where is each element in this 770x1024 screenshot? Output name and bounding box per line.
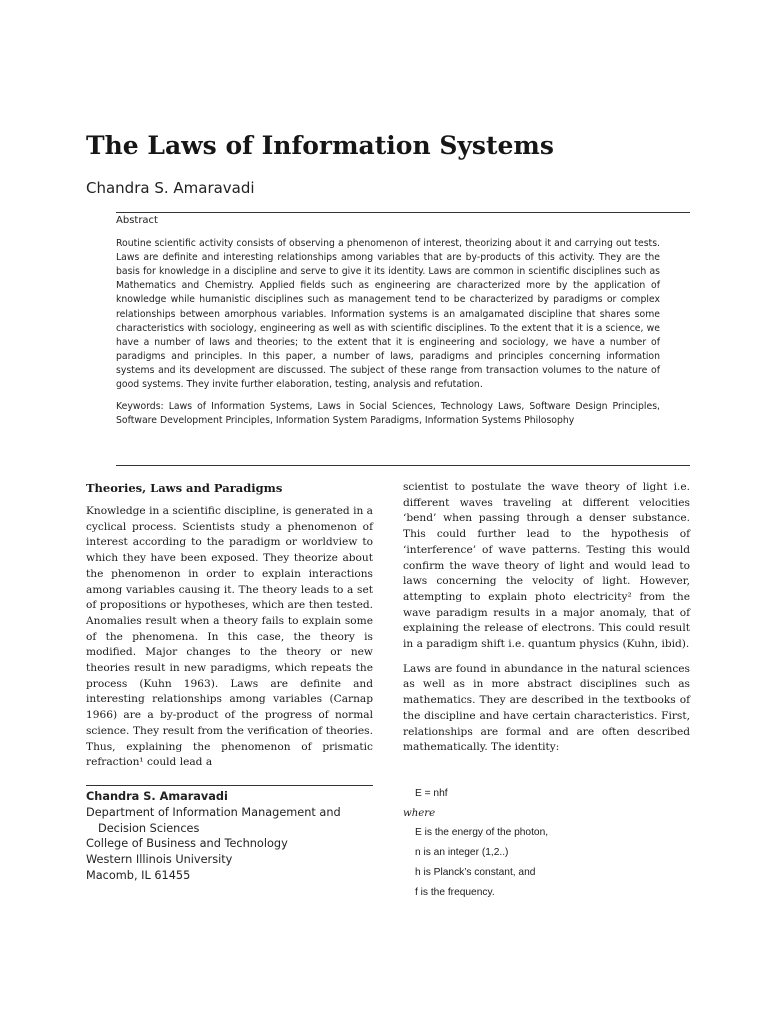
affiliation-address: Macomb, IL 61455 <box>86 868 191 882</box>
formula-definition: n is an integer (1,2..) <box>415 847 509 858</box>
keywords-line <box>116 400 660 428</box>
formula-equation: E = nhf <box>415 788 448 799</box>
abstract-top-rule <box>116 212 690 213</box>
abstract-block <box>116 214 660 428</box>
abstract-text: Routine scientific activity consists of observing a phenomenon of interest, theorizing about it and carrying out tests. Laws are definite and interesting relationships among variables that are by-products of this activity. They are the basis for knowledge in a discipline and serve to give it its identity. Laws are common in scientific disciplines such as Mathematics and Chemistry. Applied fields such as engineering are characterized more by the application of knowledge while humanistic disciplines such as management tend to be characterized by paradigms or complex relationships between amorphous variables. Information systems is an amalgamated discipline that shares some characteristics with sociology, engineering as well as with scientific disciplines. To the extent that it is a science, we have a number of laws and theories; to the extent that it is engineering and sociology, we have a number of paradigms and principles. In this paper, a number of laws, paradigms and principles concerning information systems and its development are discussed. The subject of these range from transaction volumes to the nature of good systems. They invite further elaboration, testing, analysis and refutation. <box>116 238 660 391</box>
abstract-heading: Abstract <box>116 215 158 226</box>
formula-block <box>403 786 693 905</box>
right-column <box>403 480 690 756</box>
keywords-text: Laws of Information Systems, Laws in Social Sciences, Technology Laws, Software Design Principles, Software Development Principles, Information System Paradigms, Information Systems Philosophy <box>116 401 660 427</box>
abstract-bottom-rule <box>116 465 690 466</box>
paper-title: The Laws of Information Systems <box>86 131 554 160</box>
keywords-label: Keywords: <box>116 401 164 413</box>
formula-definition: f is the frequency. <box>415 887 495 898</box>
affiliation-university: Western Illinois University <box>86 853 233 867</box>
right-body-paragraph-2: Laws are found in abundance in the natural sciences as well as in more abstract disciplines such as mathematics. They are described in the textbooks of the discipline and have certain characteristics. First, relationships are formal and are often described mathematically. The identity: <box>403 662 690 754</box>
left-body-paragraph: Knowledge in a scientific discipline, is generated in a cyclical process. Scientists study a phenomenon of interest according to the paradigm or worldview to which they have been exposed. They theorize about the phenomenon in order to explain interactions among variables causing it. The theory leads to a set of propositions or hypotheses, which are then tested. Anomalies result when a theory fails to explain some of the phenomena. In this case, the theory is modified. Major changes to the theory or new theories result in new paradigms, which repeats the process (Kuhn 1963). Laws are definite and interesting relationships among variables (Carnap 1966) are a by-product of the progress of normal science. They result from the verification of theories. Thus, explaining the phenomenon of prismatic refraction¹ could lead a <box>86 505 373 769</box>
author-affiliation <box>86 789 376 884</box>
section-heading: Theories, Laws and Paradigms <box>86 481 283 495</box>
affiliation-department-line2: Decision Sciences <box>98 821 200 835</box>
left-column <box>86 480 373 771</box>
affiliation-college: College of Business and Technology <box>86 837 288 851</box>
formula-definition: E is the energy of the photon, <box>415 827 549 838</box>
paper-author: Chandra S. Amaravadi <box>86 179 255 197</box>
formula-definition: h is Planck’s constant, and <box>415 867 536 878</box>
affiliation-rule <box>86 785 373 786</box>
formula-where: where <box>403 808 436 819</box>
affiliation-department-line1: Department of Information Management and <box>86 805 341 819</box>
affiliation-name: Chandra S. Amaravadi <box>86 790 228 803</box>
right-body-paragraph-1: scientist to postulate the wave theory of light i.e. different waves traveling at different velocities ‘bend’ when passing through a denser substance. This could further lead to the hypothesis of ‘interference’ of wave patterns. Testing this would confirm the wave theory of light and would lead to laws concerning the velocity of light. However, attempting to explain photo electricity² from the wave paradigm results in a major anomaly, that of explaining the release of electrons. This could result in a paradigm shift i.e. quantum physics (Kuhn, ibid). <box>403 481 690 651</box>
